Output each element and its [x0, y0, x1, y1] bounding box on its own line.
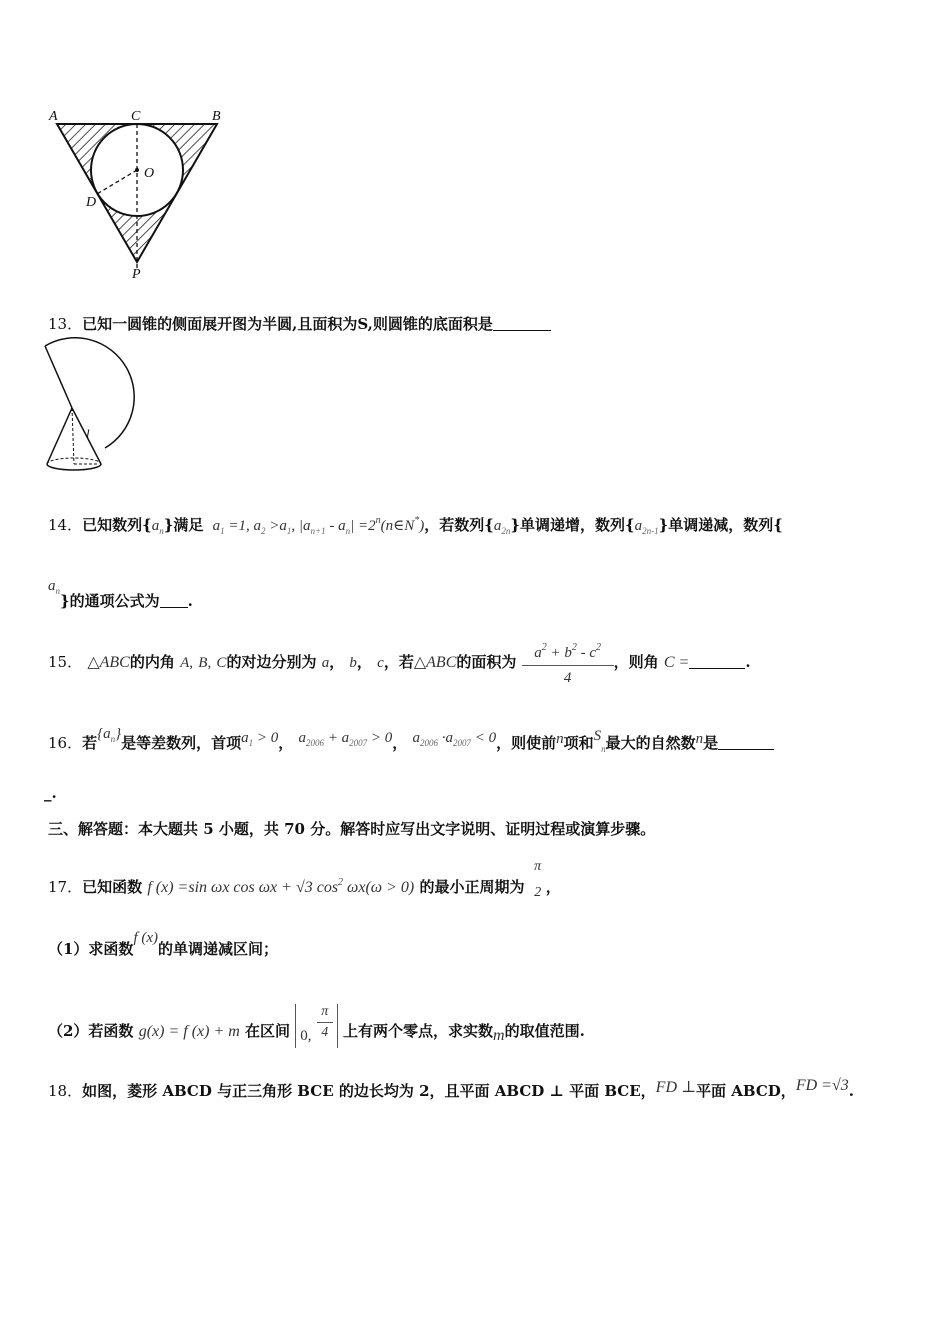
q15-side-a: a — [321, 655, 330, 671]
q14-text-6: }的通项公式为 — [60, 592, 160, 610]
q16-c3-sub1: 2006 — [419, 738, 438, 748]
cone-height — [72, 408, 74, 464]
q15-area-fraction — [522, 638, 614, 688]
q15-frac-denominator: 4 — [563, 670, 572, 686]
q15-frac-a: a — [534, 645, 542, 661]
q16-number: 16． — [48, 734, 83, 752]
center-point — [135, 168, 139, 172]
q18-fd-length: FD =√3 — [795, 1077, 849, 1094]
q17-part2-tail1: 上有两个零点，求实数 — [343, 1022, 494, 1040]
q17-period-top: π — [534, 859, 542, 874]
section-3-heading: 三、解答题：本大题共 5 小题，共 70 分。解答时应写出文字说明、证明过程或演算步骤。 — [48, 820, 656, 838]
q16-c3-rest: < 0 — [470, 730, 497, 746]
q13-answer-blank — [493, 316, 551, 331]
q14-cond-close: ) — [419, 518, 425, 534]
q14-cond-tail: (n∈N — [380, 518, 415, 534]
q14-line2-sub: n — [55, 586, 60, 596]
question-18 — [48, 1077, 854, 1101]
q15-frac-a2: 2 — [541, 642, 547, 653]
q14-condition — [212, 515, 425, 536]
q16-answer-blank — [718, 735, 774, 750]
q16-n-2: n — [695, 731, 704, 747]
q14-text-3: ，若数列{ — [424, 516, 494, 534]
q17-part2-tail2: 的取值范围. — [504, 1022, 585, 1040]
q13-number: 13． — [48, 315, 83, 333]
q15-angle-c: C — [216, 655, 227, 671]
q14-a-sub: n — [159, 526, 164, 536]
q16-seq-a: {a — [97, 726, 111, 742]
q17-part1-tail: 的单调递减区间； — [158, 940, 279, 958]
q17-interval-bottom: 4 — [321, 1025, 329, 1040]
q15-frac-b2: 2 — [571, 642, 577, 653]
q15-text-2: 的对边分别为 — [226, 653, 317, 671]
q18-number: 18． — [48, 1082, 83, 1100]
slant-label: l — [86, 426, 90, 441]
q14-a: a — [151, 518, 160, 534]
q14-cond-a2: a — [253, 518, 262, 534]
q14-number: 14． — [48, 516, 83, 534]
q16-c2-rest: > 0 — [367, 730, 393, 746]
q16-text-1: 若 — [82, 734, 98, 752]
q16-c1-sub: 1 — [248, 738, 254, 748]
q14-text-4: }单调递增，数列{ — [510, 516, 635, 534]
label-d: D — [86, 195, 97, 210]
q16-seq-sub: n — [110, 734, 116, 744]
q16-c2-plus: + a — [323, 730, 350, 746]
q15-side-b: b — [349, 655, 357, 671]
q16-c1-rest: > 0 — [253, 730, 279, 746]
q16-s-sub: n — [601, 744, 606, 754]
q18-text-2: 平面 ABCD， — [696, 1082, 796, 1100]
q16-c2-a: a — [298, 730, 306, 746]
q16-text-2: 是等差数列，首项 — [121, 734, 242, 752]
q17-interval-top: π — [317, 1004, 333, 1023]
q17-part-1 — [48, 930, 279, 959]
q16-c2-sub2: 2007 — [349, 738, 368, 748]
label-b: B — [212, 109, 221, 124]
cone-base-front — [47, 464, 101, 470]
q17-part2-label: （2）若函数 — [48, 1022, 134, 1040]
sector-edge — [45, 346, 72, 408]
q16-text-7: _. — [44, 784, 57, 802]
q15-text-1: 的内角 — [129, 653, 175, 671]
q15-angle-a: A — [180, 655, 190, 671]
q14-text-2: }满足 — [163, 516, 204, 534]
q14-cond-a1: a — [212, 518, 221, 534]
q16-condition-1 — [241, 730, 278, 746]
q15-text-3: ，若 — [383, 653, 414, 671]
q15-text-5: ，则角 — [613, 653, 659, 671]
q15-answer-blank — [689, 654, 745, 669]
q18-text-3: . — [848, 1082, 854, 1100]
q16-condition-3 — [412, 730, 496, 746]
q17-number: 17． — [48, 878, 83, 896]
q17-function — [147, 879, 414, 896]
question-17 — [48, 859, 561, 912]
question-14-line-2 — [48, 578, 193, 610]
cone-development-figure — [38, 336, 158, 476]
q14-cond-sub2: 2 — [261, 526, 266, 536]
q16-text-5: 最大的自然数 — [605, 734, 696, 752]
q17-interval-left: 0, — [300, 1027, 312, 1044]
q16-text-6: 是 — [703, 734, 719, 752]
q16-c3-a: a — [412, 730, 420, 746]
q14-cond-star: * — [414, 515, 420, 526]
question-14 — [48, 514, 783, 536]
q17-part1-f: f (x) — [133, 930, 159, 946]
q16-c1-a: a — [241, 730, 249, 746]
q18-text-1: 如图，菱形 ABCD 与正三角形 BCE 的边长均为 2，且平面 ABCD ⊥ 平面 BCE， — [82, 1082, 656, 1100]
q15-triangle-2: △ABC — [413, 654, 457, 671]
q17-text-1: 已知函数 — [82, 878, 143, 896]
q17-text-3: ， — [545, 878, 561, 896]
q15-triangle: △ABC — [87, 654, 130, 671]
q14-text-1: 已知数列{ — [82, 516, 152, 534]
label-o: O — [144, 166, 155, 181]
q15-side-c: c — [377, 655, 384, 671]
q15-text-6: . — [745, 653, 751, 671]
question-16: 16．若$\{a_n\}$是等差数列，首项$a_1 > 0$， $a_{2006} + a_{2007} > 0$， $a_{2006} \cdot a_{2007} < 0$，则使前n项和$S_n$最大的自然数n是 — [48, 732, 774, 754]
q17-interval-fraction — [317, 1004, 333, 1041]
q17-part2-m: m — [493, 1027, 505, 1044]
q14-a2n: a — [493, 518, 502, 534]
q15-c-equals: C = — [663, 654, 690, 671]
q14-text-7: . — [187, 592, 193, 610]
q16-condition-2 — [298, 730, 392, 746]
question-13 — [48, 313, 551, 334]
question-16-line-2 — [44, 784, 57, 802]
q17-text-2: 的最小正周期为 — [419, 878, 525, 896]
triangle-circle-figure — [40, 100, 240, 285]
q17-period-bottom: 2 — [534, 885, 542, 900]
question-15: 15． △ABC的内角 A, B, C的对边分别为 a， b， c，若△ABC的面积为 $\frac{a^2 + b^2 - c^2}{4}$ ，则角 C = . — [48, 638, 751, 688]
q14-cond-eq1: =1, — [224, 518, 254, 534]
q15-frac-c2: 2 — [596, 642, 602, 653]
q17-part2-g: g(x) = f (x) + m — [138, 1023, 240, 1040]
q17-func-main: f (x) =sin ωx cos ωx + √3 cos — [147, 879, 339, 896]
q14-cond-subn: n — [345, 526, 351, 536]
q14-cond-subnp1: n+1 — [310, 526, 326, 536]
q17-func-pow: 2 — [338, 877, 344, 888]
q15-number: 15． — [48, 653, 83, 671]
q16-text-3: ，则使前 — [496, 734, 557, 752]
q14-line2-a: a — [48, 578, 56, 594]
cone-left-side — [47, 408, 72, 464]
q14-cond-pow: n — [375, 515, 381, 526]
q15-angle-b: B — [198, 655, 208, 671]
q16-sequence — [97, 726, 121, 742]
q17-func-tail: ωx(ω > 0) — [343, 879, 415, 896]
q16-c3-dot: ·a — [437, 730, 453, 746]
q14-answer-blank — [160, 593, 188, 608]
q16-s: S — [593, 728, 602, 744]
q16-c3-sub2: 2007 — [452, 738, 471, 748]
q17-period-fraction — [530, 856, 546, 904]
q17-part2-mid: 在区间 — [245, 1022, 291, 1040]
shaded-region — [57, 124, 217, 262]
q14-cond-eq2: | =2 — [350, 518, 376, 534]
q15-text-4: 的面积为 — [456, 653, 517, 671]
q18-fd-perp: FD ⊥ — [655, 1079, 697, 1096]
label-c: C — [131, 109, 141, 124]
q16-c2-sub1: 2006 — [305, 738, 324, 748]
q17-part1-label: （1）求函数 — [48, 940, 134, 958]
q17-interval — [295, 1004, 337, 1048]
q16-n-1: n — [556, 731, 564, 747]
q17-part-2 — [48, 1004, 585, 1054]
q14-a2n1: a — [634, 518, 643, 534]
label-a: A — [49, 109, 58, 124]
q15-frac-plus: + b — [546, 645, 572, 661]
q16-text-4: 项和 — [563, 734, 594, 752]
q16-seq-close: } — [115, 726, 122, 742]
q14-a2n-sub: 2n — [501, 526, 511, 536]
q13-text: 已知一圆锥的侧面展开图为半圆,且面积为S,则圆锥的底面积是 — [82, 315, 493, 333]
q14-text-5: }单调递减，数列{ — [658, 516, 783, 534]
q14-cond-sub1: 1 — [220, 526, 225, 536]
q14-cond-gt: >a — [265, 518, 287, 534]
q14-cond-sub1b: 1 — [286, 526, 292, 536]
q14-cond-minus: - a — [325, 518, 346, 534]
q14-a2n1-sub: 2n-1 — [642, 526, 659, 536]
q14-cond-abs: , |a — [291, 518, 311, 534]
label-p: P — [132, 267, 141, 282]
q15-frac-minus: - c — [576, 645, 597, 661]
